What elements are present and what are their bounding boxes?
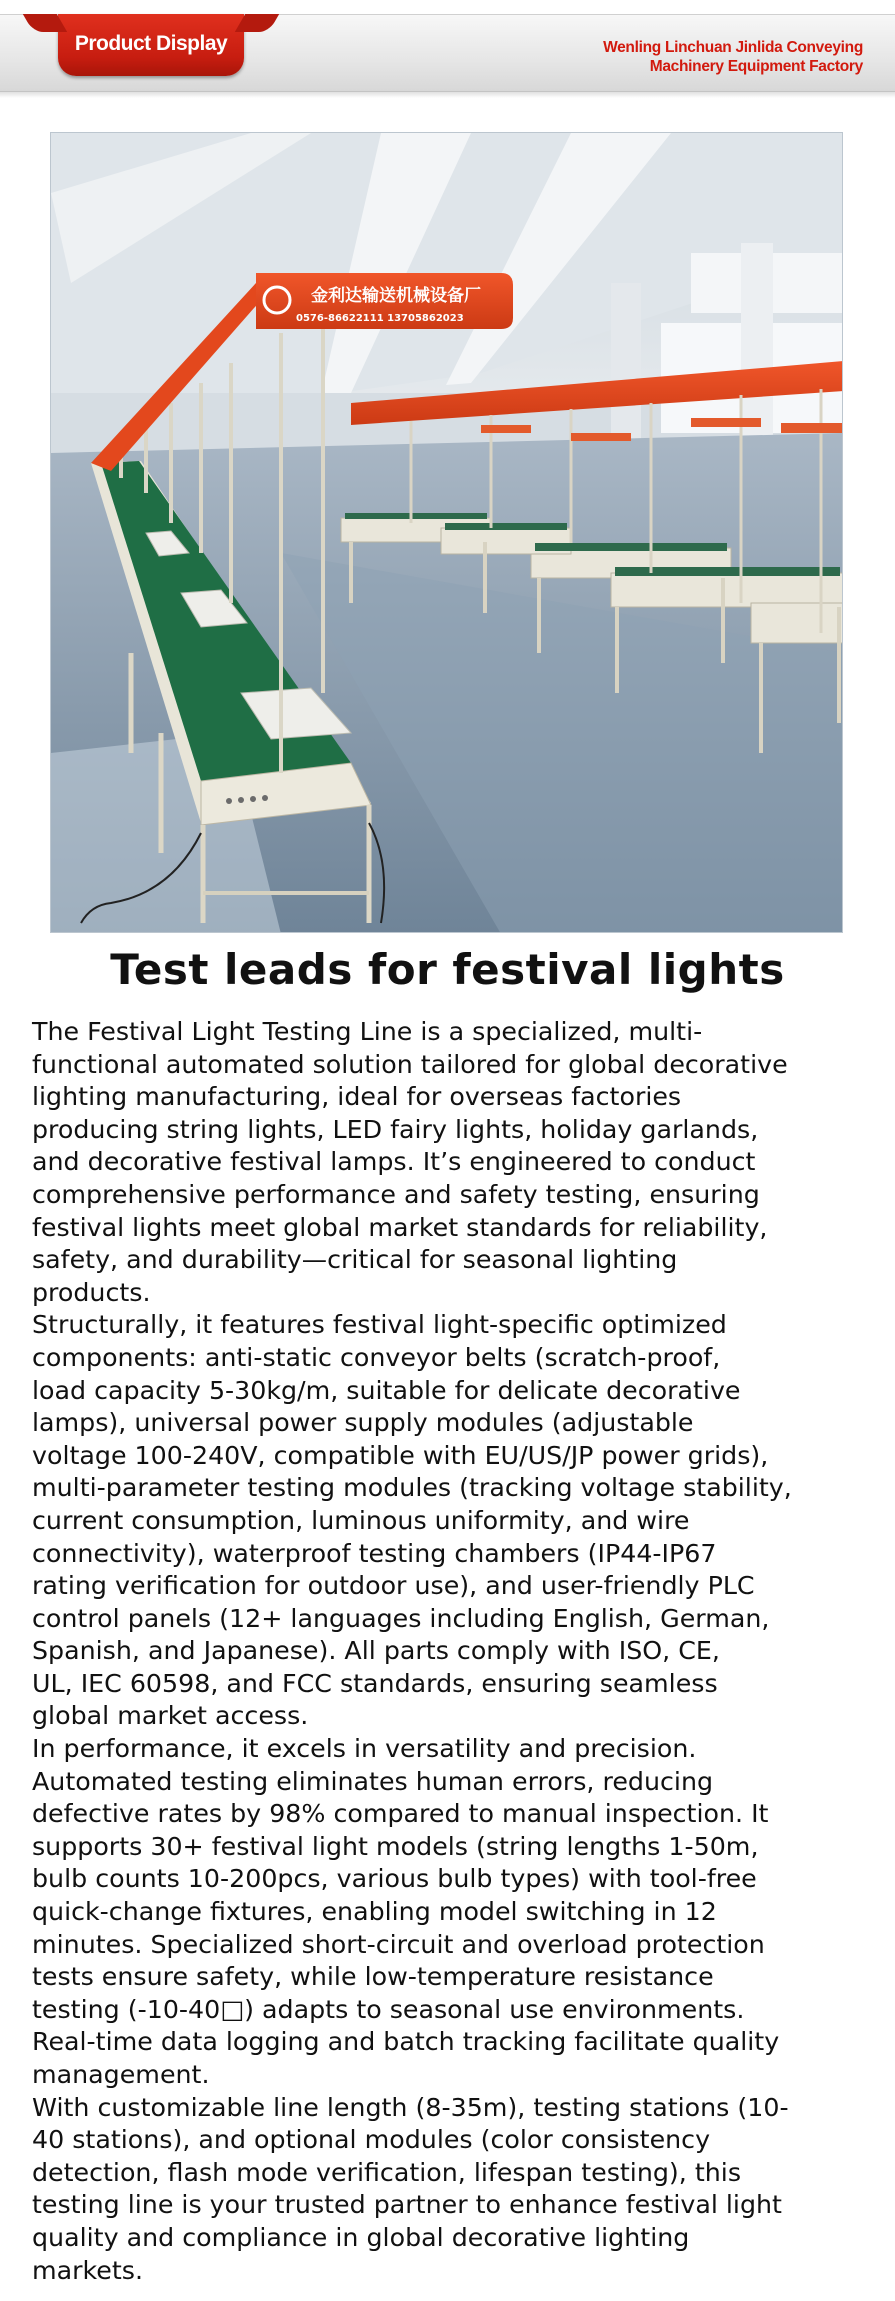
page-title: Test leads for festival lights	[110, 945, 785, 994]
description-line: markets.	[32, 2255, 143, 2285]
product-display-tab	[58, 14, 244, 76]
description-line: current consumption, luminous uniformity, and wire	[32, 1505, 690, 1535]
description-line: lamps), universal power supply modules (adjustable	[32, 1408, 694, 1438]
description-line: defective rates by 98% compared to manual inspection. It	[32, 1799, 769, 1829]
description-line: safety, and durability—critical for seasonal lighting	[32, 1245, 678, 1275]
description-line: multi-parameter testing modules (tracking voltage stability,	[32, 1473, 792, 1503]
description-line: supports 30+ festival light models (string lengths 1-50m,	[32, 1831, 759, 1861]
description-line: connectivity), waterproof testing chambers (IP44-IP67	[32, 1538, 717, 1568]
description-line: The Festival Light Testing Line is a specialized, multi-	[32, 1017, 703, 1046]
description-line: products.	[32, 1277, 151, 1307]
description-line: and decorative festival lamps. It’s engineered to conduct	[32, 1147, 756, 1177]
description-line: Structurally, it features festival light-specific optimized	[32, 1310, 727, 1340]
description-line: control panels (12+ languages including English, German,	[32, 1603, 770, 1633]
company-name-line2: Machinery Equipment Factory	[649, 58, 863, 75]
description-line: 40 stations), and optional modules (color consistency	[32, 2125, 711, 2155]
description-line: bulb counts 10-200pcs, various bulb types) with tool-free	[32, 1864, 757, 1894]
description-line: functional automated solution tailored for global decorative	[32, 1049, 788, 1079]
description-line: lighting manufacturing, ideal for overseas factories	[32, 1082, 682, 1112]
description-line: producing string lights, LED fairy lights, holiday garlands,	[32, 1114, 759, 1144]
description-line: UL, IEC 60598, and FCC standards, ensuring seamless	[32, 1668, 718, 1698]
description-line: detection, flash mode verification, lifespan testing), this	[32, 2157, 742, 2187]
description-line: Spanish, and Japanese). All parts comply with ISO, CE,	[32, 1636, 720, 1666]
sign-company-text: 金利达输送机械设备厂	[311, 286, 481, 306]
description-line: comprehensive performance and safety testing, ensuring	[32, 1179, 760, 1209]
description-line: management.	[32, 2060, 210, 2089]
description-line: rating verification for outdoor use), and user-friendly PLC	[32, 1571, 755, 1601]
description-line: testing line is your trusted partner to enhance festival light	[32, 2190, 782, 2220]
sign-phone-text: 0576-86622111 13705862023	[296, 313, 464, 324]
description-line: Automated testing eliminates human errors, reducing	[32, 1766, 714, 1796]
description-line: minutes. Specialized short-circuit and overload protection	[32, 1929, 765, 1959]
description-line: load capacity 5-30kg/m, suitable for delicate decorative	[32, 1375, 741, 1405]
description-line: Real-time data logging and batch tracking facilitate quality	[32, 2027, 780, 2057]
product-display-label: Product Display	[74, 32, 228, 55]
company-name-line1: Wenling Linchuan Jinlida Conveying	[603, 39, 863, 56]
description-line: components: anti-static conveyor belts (scratch-proof,	[32, 1342, 721, 1372]
description-line: In performance, it excels in versatility and precision.	[32, 1734, 697, 1764]
description-line: quick-change fixtures, enabling model switching in 12	[32, 1897, 717, 1927]
description-line: testing (-10-40□) adapts to seasonal use environments.	[32, 1994, 745, 2024]
header-shadow	[0, 92, 895, 98]
company-name	[603, 38, 863, 76]
product-photo	[50, 132, 843, 933]
description-line: global market access.	[32, 1701, 309, 1731]
description-line: With customizable line length (8-35m), testing stations (10-	[32, 2092, 789, 2122]
description-line: tests ensure safety, while low-temperature resistance	[32, 1962, 714, 1992]
description-line: quality and compliance in global decorative lighting	[32, 2222, 690, 2252]
description-text	[32, 1016, 872, 2287]
description-line: festival lights meet global market standards for reliability,	[32, 1212, 768, 1242]
description-line: voltage 100-240V, compatible with EU/US/JP power grids),	[32, 1440, 769, 1470]
